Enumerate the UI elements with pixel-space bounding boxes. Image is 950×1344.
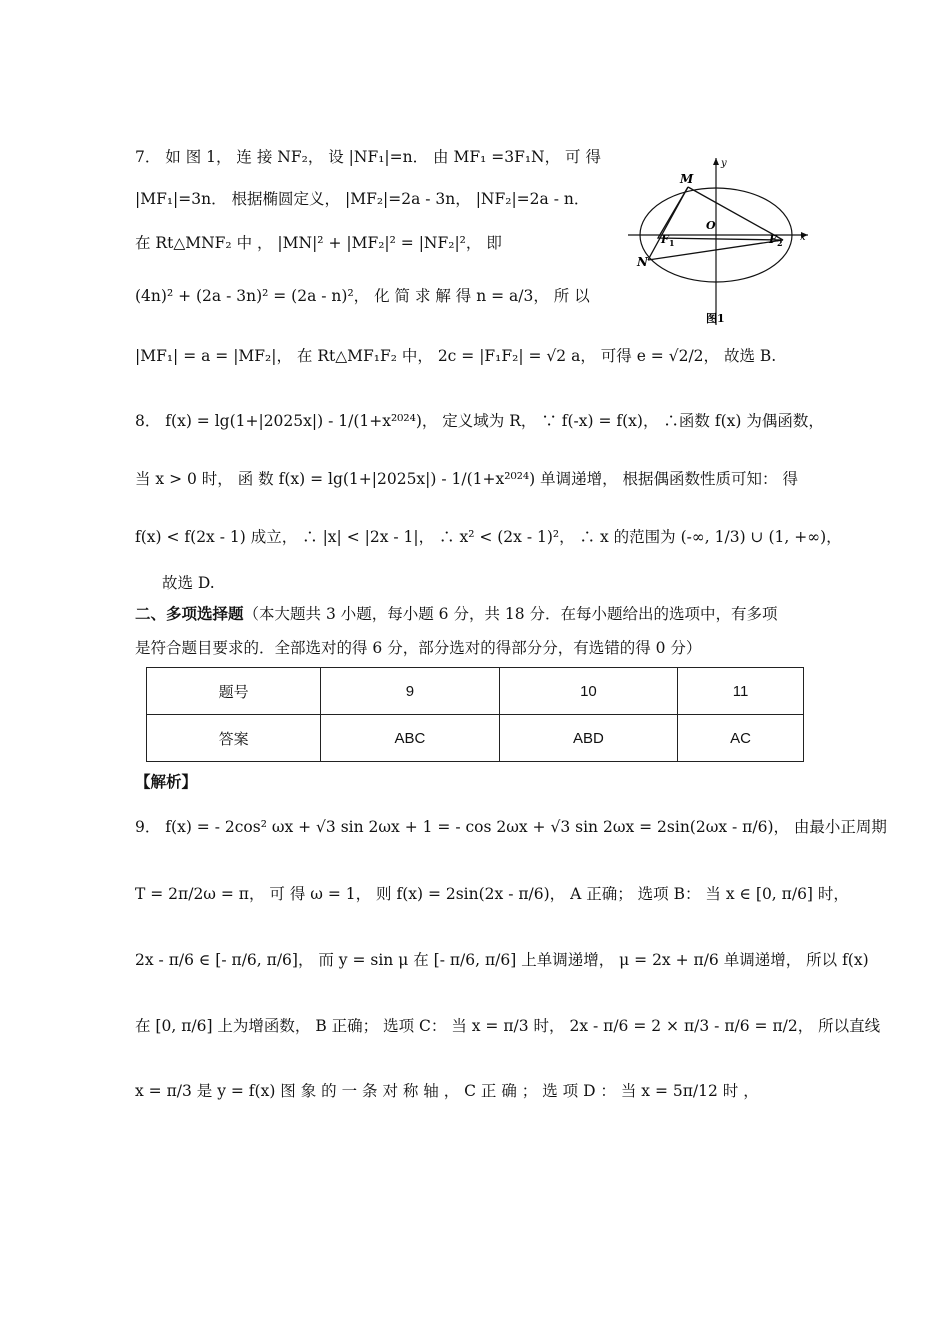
table-row [147, 715, 804, 762]
q9-line-5: x = π/3 是 y = f(x) 图 象 的 一 条 对 称 轴 ， C 正 确 ； 选 项 D ： 当 x = 5π/12 时 ， [135, 1082, 759, 1100]
q9-line-4: 在 [0, π/6] 上为增函数， B 正确； 选项 C： 当 x = π/3 时， 2x - π/6 = 2 × π/3 - π/6 = π/2， 所以直线 [135, 1017, 881, 1035]
figure-caption: 图1 [706, 312, 725, 325]
label-M: M [680, 172, 694, 186]
table-cell: 答案 [147, 715, 321, 762]
q8-line-2: 当 x > 0 时， 函 数 f(x) = lg(1+|2025x|) - 1/(1+x²⁰²⁴) 单调递增， 根据偶函数性质可知： 得 [135, 470, 798, 488]
table-row [147, 668, 804, 715]
section-2-line-1 [135, 602, 815, 624]
q7-line-1: 7． 如 图 1， 连 接 NF₂， 设 |NF₁|=n． 由 MF₁ =3F₁N， 可 得 [135, 148, 601, 166]
label-F1: F [661, 233, 669, 246]
answer-table [146, 667, 804, 762]
q9-line-3: 2x - π/6 ∈ [- π/6, π/6]， 而 y = sin μ 在 [- π/6, π/6] 上单调递增， μ = 2x + π/6 单调递增， 所以 f(x) [135, 951, 869, 969]
q9-line-2: T = 2π/2ω = π， 可 得 ω = 1， 则 f(x) = 2sin(2x - π/6)， A 正确； 选项 B： 当 x ∈ [0, π/6] 时， [135, 885, 849, 903]
q7-line-2: |MF₁|=3n． 根据椭圆定义， |MF₂|=2a - 3n， |NF₂|=2a - n． [135, 190, 590, 208]
q7-line-3: 在 Rt△MNF₂ 中 ， |MN|² + |MF₂|² = |NF₂|²， 即 [135, 234, 502, 252]
table-cell: 11 [678, 668, 804, 715]
section-2-desc-1: （本大题共 3 小题，每小题 6 分，共 18 分．在每小题给出的选项中，有多项 [243, 605, 778, 623]
table-cell: 10 [499, 668, 678, 715]
label-F2: F [769, 233, 777, 246]
ellipse-figure [628, 150, 818, 330]
section-2-title: 二、多项选择题 [135, 604, 244, 623]
label-x: x [800, 232, 806, 243]
label-O: O [706, 219, 716, 232]
q7-line-5: |MF₁| = a = |MF₂|， 在 Rt△MF₁F₂ 中， 2c = |F₁F₂| = √2 a， 可得 e = √2/2， 故选 B. [135, 347, 777, 365]
q7-line-4: (4n)² + (2a - 3n)² = (2a - n)²， 化 简 求 解 得 n = a/3， 所 以 [135, 287, 590, 305]
y-axis-arrow [713, 158, 719, 165]
label-F2-sub: 2 [777, 238, 783, 248]
table-cell: 9 [321, 668, 500, 715]
table-cell: AC [678, 715, 804, 762]
analysis-label: 【解析】 [135, 772, 198, 791]
section-2-desc-2: 是符合题目要求的．全部选对的得 6 分，部分选对的得部分分，有选错的得 0 分） [135, 639, 702, 657]
q8-line-4: 故选 D. [162, 574, 215, 592]
table-cell: ABC [321, 715, 500, 762]
q8-line-1: 8． f(x) = lg(1+|2025x|) - 1/(1+x²⁰²⁴)， 定义域为 R， ∵ f(-x) = f(x)， ∴函数 f(x) 为偶函数， [135, 412, 824, 430]
q8-line-3: f(x) < f(2x - 1) 成立， ∴ |x| < |2x - 1|， ∴ x² < (2x - 1)²， ∴ x 的范围为 (-∞, 1/3) ∪ (1, +∞)， [135, 528, 842, 546]
label-N: N [637, 255, 648, 269]
q9-line-1: 9． f(x) = - 2cos² ωx + √3 sin 2ωx + 1 = - cos 2ωx + √3 sin 2ωx = 2sin(2ωx - π/6)， 由最小正周期 [135, 818, 887, 836]
table-cell: 题号 [147, 668, 321, 715]
label-F1-sub: 1 [669, 238, 675, 248]
label-y: y [721, 158, 727, 169]
table-cell: ABD [499, 715, 678, 762]
